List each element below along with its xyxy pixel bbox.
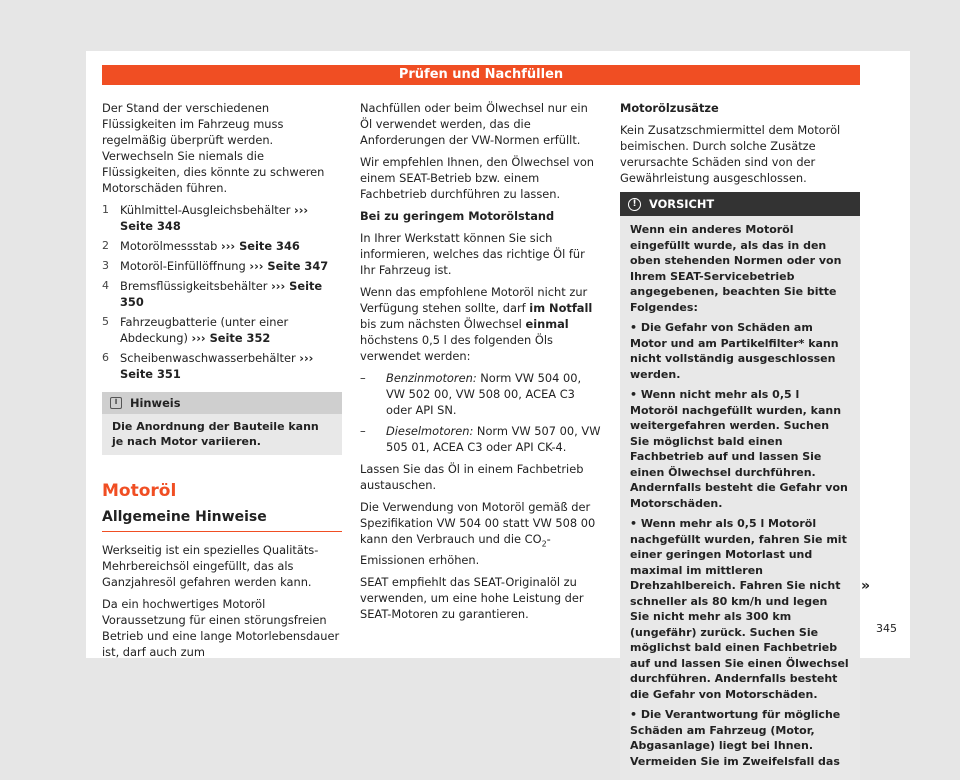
text-run: Die Verwendung von Motoröl gemäß der Spezifikation VW 504 00 statt VW 508 00 kann den Verbrauch und die CO — [360, 500, 596, 546]
paragraph: Kein Zusatzschmiermittel dem Motoröl beimischen. Durch solche Zusätze verursachte Schäden sind von der Gewährleistung ausgeschlossen. — [620, 123, 841, 185]
warning-bullet: • Die Gefahr von Schäden am Motor und am Partikelfilter* kann nicht vollständig ausgeschlossen werden. — [630, 321, 839, 381]
warning-header — [620, 192, 860, 216]
warning-bullet: • Die Verantwortung für mögliche Schäden am Fahrzeug (Motor, Abgasanlage) liegt bei Ihnen. Vermeiden Sie im Zweifelsfall das — [630, 708, 841, 768]
subscript: 2 — [541, 539, 547, 549]
dash-marker: – — [360, 424, 366, 438]
item-label: Dieselmotoren: — [386, 424, 474, 438]
warning-bullet: • Wenn nicht mehr als 0,5 l Motoröl nachgefüllt wurden, kann weitergefahren werden. Suchen Sie möglichst bald einen Fachbetrieb auf und lassen Sie einen Ölwechsel durchführen. Andernfalls besteht die Gefahr von Motorschäden. — [630, 388, 848, 510]
item-number: 2 — [102, 239, 109, 252]
warning-title: VORSICHT — [649, 197, 715, 211]
paragraph: Lassen Sie das Öl in einem Fachbetrieb austauschen. — [360, 462, 584, 492]
item-number: 1 — [102, 203, 109, 216]
intro-paragraph: Der Stand der verschiedenen Flüssigkeiten im Fahrzeug muss regelmäßig überprüft werden. Verwechseln Sie niemals die Flüssigkeiten, dies könnte zu schweren Motorschäden führen. — [102, 101, 325, 195]
dash-list-item — [360, 370, 602, 418]
item-number: 5 — [102, 315, 109, 328]
note-text: Die Anordnung der Bauteile kann je nach Motor variieren. — [112, 420, 319, 448]
page-reference-link[interactable]: ››› Seite 350 — [120, 279, 323, 309]
page-reference-link[interactable]: ››› Seite 351 — [120, 351, 314, 381]
note-header — [102, 392, 342, 414]
section-title: Motoröl — [102, 481, 177, 501]
warning-paragraph: Wenn ein anderes Motoröl eingefüllt wurde, als das in den oben stehenden Normen oder von Ihrem SEAT-Servicebetrieb angegebenen, beachten Sie bitte Folgendes: — [630, 223, 842, 314]
paragraph: In Ihrer Werkstatt können Sie sich informieren, welches das richtige Öl für Ihr Fahrzeug ist. — [360, 231, 585, 277]
paragraph: Da ein hochwertiges Motoröl Voraussetzung für einen störungsfreien Betrieb und eine lange Motorlebensdauer ist, darf auch zum — [102, 597, 340, 659]
list-item — [102, 278, 342, 310]
column-1 — [102, 100, 342, 666]
item-number: 6 — [102, 351, 109, 364]
column-3 — [620, 100, 860, 780]
emphasis-text: im Notfall — [529, 301, 593, 315]
warning-icon: ! — [628, 198, 641, 211]
item-text: Motoröl-Einfüllöffnung — [120, 259, 250, 273]
text-run: -Emissionen erhöhen. — [360, 532, 551, 568]
warning-box — [620, 192, 860, 780]
page-reference-link[interactable]: ››› Seite 347 — [249, 259, 329, 273]
continue-mark: » — [861, 578, 871, 594]
section-header: Prüfen und Nachfüllen — [102, 65, 860, 85]
text-run: Wenn das empfohlene Motoröl nicht zur Verfügung stehen sollte, darf — [360, 285, 588, 315]
paragraph: Nachfüllen oder beim Ölwechsel nur ein Öl verwendet werden, das die Anforderungen der VW-Normen erfüllt. — [360, 101, 588, 147]
list-item — [102, 202, 342, 234]
warning-body — [620, 216, 860, 780]
item-text: Bremsflüssigkeitsbehälter — [120, 279, 272, 293]
subsection-title: Allgemeine Hinweise — [102, 509, 342, 532]
item-number: 4 — [102, 279, 109, 292]
paragraph: Wir empfehlen Ihnen, den Ölwechsel von einem SEAT-Betrieb bzw. einem Fachbetrieb durchführen zu lassen. — [360, 155, 595, 201]
text-run: höchstens 0,5 l des folgenden Öls verwendet werden: — [360, 333, 553, 363]
paragraph: Werkseitig ist ein spezielles Qualitäts-Mehrbereichsöl eingefüllt, das als Ganzjahresöl gefahren werden kann. — [102, 543, 319, 589]
warning-bullet: • Wenn mehr als 0,5 l Motoröl nachgefüllt wurden, fahren Sie mit einer geringen Motorlast und maximal im mittleren Drehzahlbereich. Fahren Sie nicht schneller als 80 km/h und legen Sie nicht mehr als 300 km (ungefähr) zurück. Suchen Sie möglichst bald einen Fachbetrieb auf und lassen Sie einen Ölwechsel durchführen. Andernfalls besteht die Gefahr von Motorschäden. — [630, 517, 849, 701]
component-list — [102, 202, 342, 382]
paragraph: SEAT empfiehlt das SEAT-Originalöl zu verwenden, um eine hohe Leistung der SEAT-Motoren zu garantieren. — [360, 575, 584, 622]
item-text: Kühlmittel-Ausgleichsbehälter — [120, 203, 295, 217]
list-item — [102, 350, 342, 382]
page-reference-link[interactable]: ››› Seite 346 — [221, 239, 300, 253]
page-reference-link[interactable]: ››› Seite 348 — [120, 203, 309, 233]
info-icon: i — [110, 397, 122, 409]
column-2 — [360, 100, 602, 628]
item-number: 3 — [102, 259, 109, 272]
item-label: Benzinmotoren: — [386, 371, 477, 385]
item-text: Fahrzeugbatterie (unter einer Abdeckung) — [120, 315, 289, 345]
list-item — [102, 238, 342, 254]
paragraph — [360, 284, 602, 364]
paragraph — [360, 499, 602, 568]
subheading: Bei zu geringem Motorölstand — [360, 209, 555, 223]
note-title: Hinweis — [130, 396, 181, 410]
text-run: bis zum nächsten Ölwechsel — [360, 317, 526, 331]
item-text: Motorölmessstab — [120, 239, 222, 253]
item-text: Scheibenwaschwasserbehälter — [120, 351, 300, 365]
dash-list-item — [360, 423, 602, 455]
dash-marker: – — [360, 371, 366, 385]
item-text: Norm VW 504 00, VW 502 00, VW 508 00, ACEA C3 oder API SN. — [386, 371, 582, 417]
page-number: 345 — [876, 622, 897, 635]
list-item — [102, 314, 342, 346]
page-reference-link[interactable]: ››› Seite 352 — [191, 331, 271, 345]
emphasis-text: einmal — [525, 317, 569, 331]
item-text: Norm VW 507 00, VW 505 01, ACEA C3 oder API CK-4. — [386, 424, 601, 454]
list-item — [102, 258, 342, 274]
note-box — [102, 392, 342, 455]
subheading: Motorölzusätze — [620, 101, 719, 115]
